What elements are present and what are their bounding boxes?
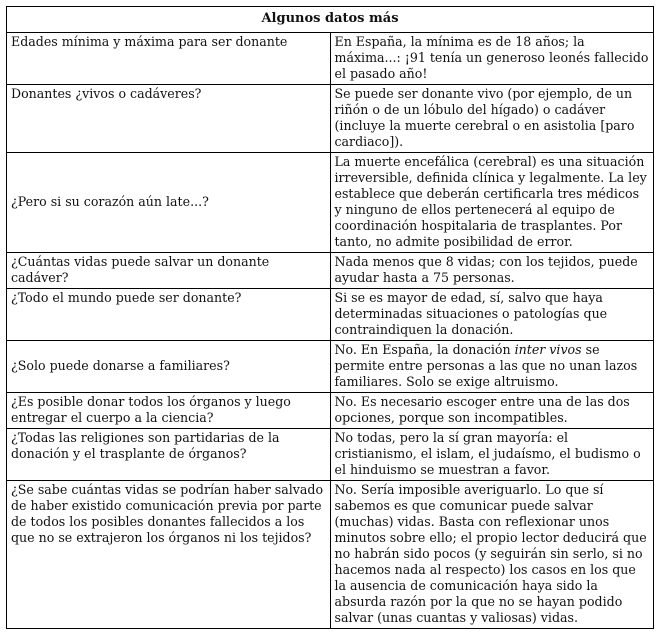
question-cell: ¿Se sabe cuántas vidas se podrían haber salvado de haber existido comunicación previa por parte de todos los posibles donantes fallecidos a los que no se extrajeron los órganos ni los tejidos? xyxy=(7,481,331,629)
answer-text: se permite entre personas a las que no unan lazos familiares. Solo se exige altruismo. xyxy=(334,342,638,389)
table-row xyxy=(7,289,654,341)
answer-cell: Se puede ser donante vivo (por ejemplo, de un riñón o de un lóbulo del hígado) o cadáver (incluye la muerte cerebral o en asistolia [paro cardiaco]). xyxy=(330,85,654,153)
answer-cell: Nada menos que 8 vidas; con los tejidos, puede ayudar hasta a 75 personas. xyxy=(330,253,654,289)
question-cell: ¿Todo el mundo puede ser donante? xyxy=(7,289,331,341)
question-cell: ¿Todas las religiones son partidarias de la donación y el trasplante de órganos? xyxy=(7,429,331,481)
table-title: Algunos datos más xyxy=(7,7,654,33)
table-header-row xyxy=(7,7,654,33)
answer-cell: La muerte encefálica (cerebral) es una situación irreversible, definida clínica y legalmente. La ley establece que deberán certificarla tres médicos y ninguno de ellos pertenecerá al equipo de coordinación hospitalaria de trasplantes. Por tanto, no admite posibilidad de error. xyxy=(330,153,654,253)
answer-cell: En España, la mínima es de 18 años; la máxima...: ¡91 tenía un generoso leonés fallecido el pasado año! xyxy=(330,33,654,85)
question-cell: ¿Cuántas vidas puede salvar un donante cadáver? xyxy=(7,253,331,289)
table-row xyxy=(7,33,654,85)
table-row xyxy=(7,429,654,481)
answer-cell: Si se es mayor de edad, sí, salvo que haya determinadas situaciones o patologías que contraindiquen la donación. xyxy=(330,289,654,341)
question-cell: ¿Solo puede donarse a familiares? xyxy=(7,341,331,393)
table-row xyxy=(7,85,654,153)
answer-cell xyxy=(330,341,654,393)
table-row xyxy=(7,153,654,253)
table-row xyxy=(7,393,654,429)
table-row xyxy=(7,341,654,393)
answer-cell: No. Es necesario escoger entre una de las dos opciones, porque son incompatibles. xyxy=(330,393,654,429)
data-table xyxy=(6,6,654,629)
answer-cell: No. Sería imposible averiguarlo. Lo que sí sabemos es que comunicar puede salvar (muchas) vidas. Basta con reflexionar unos minutos sobre ello; el propio lector deducirá que no habrán sido pocos (y seguirán sin serlo, si no hacemos nada al respecto) los casos en los que la ausencia de comunicación haya sido la absurda razón por la que no se hayan podido salvar (unas cuantas y valiosas) vidas. xyxy=(330,481,654,629)
question-cell: ¿Pero si su corazón aún late...? xyxy=(7,153,331,253)
data-table-container xyxy=(6,6,654,629)
question-cell: ¿Es posible donar todos los órganos y luego entregar el cuerpo a la ciencia? xyxy=(7,393,331,429)
answer-emphasis: inter vivos xyxy=(514,342,582,357)
answer-cell: No todas, pero la sí gran mayoría: el cristianismo, el islam, el judaísmo, el budismo o el hinduismo se muestran a favor. xyxy=(330,429,654,481)
question-cell: Edades mínima y máxima para ser donante xyxy=(7,33,331,85)
table-row xyxy=(7,253,654,289)
question-cell: Donantes ¿vivos o cadáveres? xyxy=(7,85,331,153)
table-row xyxy=(7,481,654,629)
answer-text: No. En España, la donación xyxy=(334,342,515,357)
